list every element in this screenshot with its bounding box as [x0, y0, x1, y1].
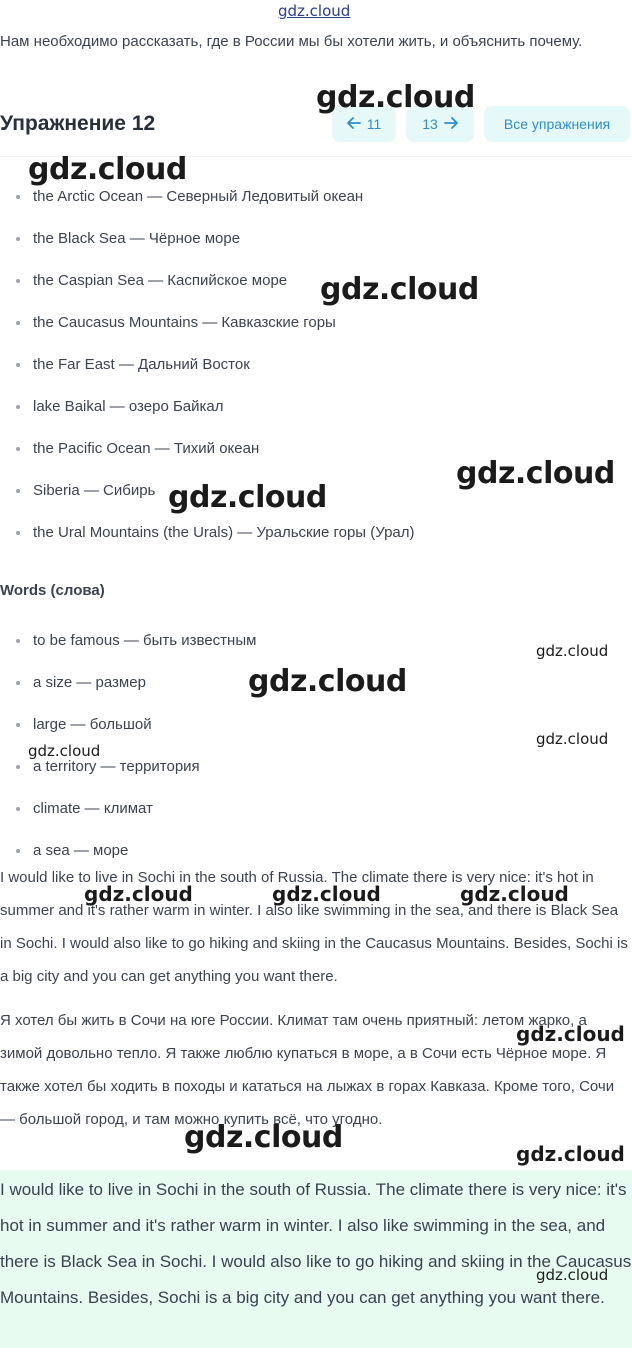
list-item-text: lake Baikal — озеро Байкал: [33, 398, 224, 415]
answer-text: I would like to live in Sochi in the south of Russia. The climate there is very nice: it's hot in summer and it's rather warm in winter. I also like swimming in the sea, and there is Black Sea in Sochi. I would also like to go hiking and skiing in the Caucasus Mountains. Besides, Sochi is a big city and you can get anything you want there.: [0, 1180, 632, 1307]
bullet: [16, 321, 20, 325]
next-exercise-label: 13: [422, 116, 438, 132]
bullet: [16, 489, 20, 493]
list-item-text: the Caucasus Mountains — Кавказские горы: [33, 314, 336, 331]
watermark-text: gdz.cloud: [248, 664, 407, 699]
list-item: [16, 230, 240, 247]
list-item-text: the Far East — Дальний Восток: [33, 356, 250, 373]
watermark-text: gdz.cloud: [28, 152, 187, 187]
list-item: [16, 524, 415, 541]
list-item-text: the Ural Mountains (the Urals) — Уральские горы (Урал): [33, 524, 415, 541]
list-item: [16, 632, 256, 649]
words-heading: Words (слова): [0, 582, 105, 599]
bullet: [16, 531, 20, 535]
list-item-text: the Pacific Ocean — Тихий океан: [33, 440, 260, 457]
bullet: [16, 723, 20, 727]
bullet: [16, 405, 20, 409]
bullet: [16, 363, 20, 367]
bullet: [16, 195, 20, 199]
bullet: [16, 681, 20, 685]
list-item: [16, 674, 146, 691]
list-item: [16, 482, 155, 499]
bullet: [16, 237, 20, 241]
bullet: [16, 765, 20, 769]
watermark-text: gdz.cloud: [536, 1266, 609, 1284]
list-item: [16, 272, 287, 289]
list-item-text: to be famous — быть известным: [33, 632, 257, 649]
watermark-text: gdz.cloud: [184, 1120, 343, 1155]
watermark-text: gdz.cloud: [516, 1142, 625, 1166]
bullet: [16, 447, 20, 451]
watermark-text: gdz.cloud: [272, 882, 381, 906]
prev-exercise-label: 11: [366, 116, 382, 132]
watermark-text: gdz.cloud: [316, 80, 475, 115]
list-item: [16, 800, 153, 817]
essay-russian: Я хотел бы жить в Сочи на юге России. Климат там очень приятный: летом жарко, а зимой довольно тепло. Я также люблю купаться в море, а в Сочи есть Чёрное море. Я также хотел бы ходить в походы и кататься на лыжах в горах Кавказа. Кроме того, Сочи — большой город, и там можно купить всё, что угодно.: [0, 1012, 615, 1128]
list-item: [16, 758, 200, 775]
list-item: [16, 356, 250, 373]
list-item-text: large — большой: [33, 716, 152, 733]
list-item: [16, 188, 363, 205]
watermark-text: gdz.cloud: [320, 272, 479, 307]
list-item-text: a territory — территория: [33, 758, 200, 775]
watermark-text: gdz.cloud: [536, 642, 609, 660]
watermark-text: gdz.cloud: [28, 742, 101, 760]
answer-box: [0, 1170, 632, 1348]
watermark-text: gdz.cloud: [168, 480, 327, 515]
intro-text: Нам необходимо рассказать, где в России мы бы хотели жить, и объяснить почему.: [0, 33, 583, 50]
watermark-text: gdz.cloud: [516, 1022, 625, 1046]
all-exercises-label: Все упражнения: [503, 116, 611, 132]
watermark-text: gdz.cloud: [456, 456, 615, 491]
watermark-top-link[interactable]: gdz.cloud: [278, 2, 351, 20]
list-item-text: the Black Sea — Чёрное море: [33, 230, 241, 247]
list-item: [16, 716, 152, 733]
arrow-left-icon: [347, 116, 361, 132]
list-item: [16, 842, 128, 859]
watermark-text: gdz.cloud: [84, 882, 193, 906]
bullet: [16, 849, 20, 853]
list-item-text: the Caspian Sea — Каспийское море: [33, 272, 288, 289]
list-item-text: the Arctic Ocean — Северный Ледовитый океан: [33, 188, 364, 205]
arrow-right-icon: [444, 116, 458, 132]
essay-english: I would like to live in Sochi in the south of Russia. The climate there is very nice: it's hot in summer and it's rather warm in winter. I also like swimming in the sea, and there is Black Sea in Sochi. I would also like to go hiking and skiing in the Caucasus Mountains. Besides, Sochi is a big city and you can get anything you want there.: [0, 869, 628, 985]
bullet: [16, 639, 20, 643]
list-item: [16, 398, 224, 415]
watermark-text: gdz.cloud: [460, 882, 569, 906]
list-item-text: climate — климат: [33, 800, 153, 817]
list-item-text: a size — размер: [33, 674, 146, 691]
exercise-title: Упражнение 12: [0, 112, 156, 135]
bullet: [16, 807, 20, 811]
watermark-text: gdz.cloud: [536, 730, 609, 748]
list-item: [16, 314, 336, 331]
bullet: [16, 279, 20, 283]
list-item-text: Siberia — Сибирь: [33, 482, 156, 499]
list-item-text: a sea — море: [33, 842, 129, 859]
list-item: [16, 440, 259, 457]
all-exercises-button[interactable]: [484, 106, 630, 142]
